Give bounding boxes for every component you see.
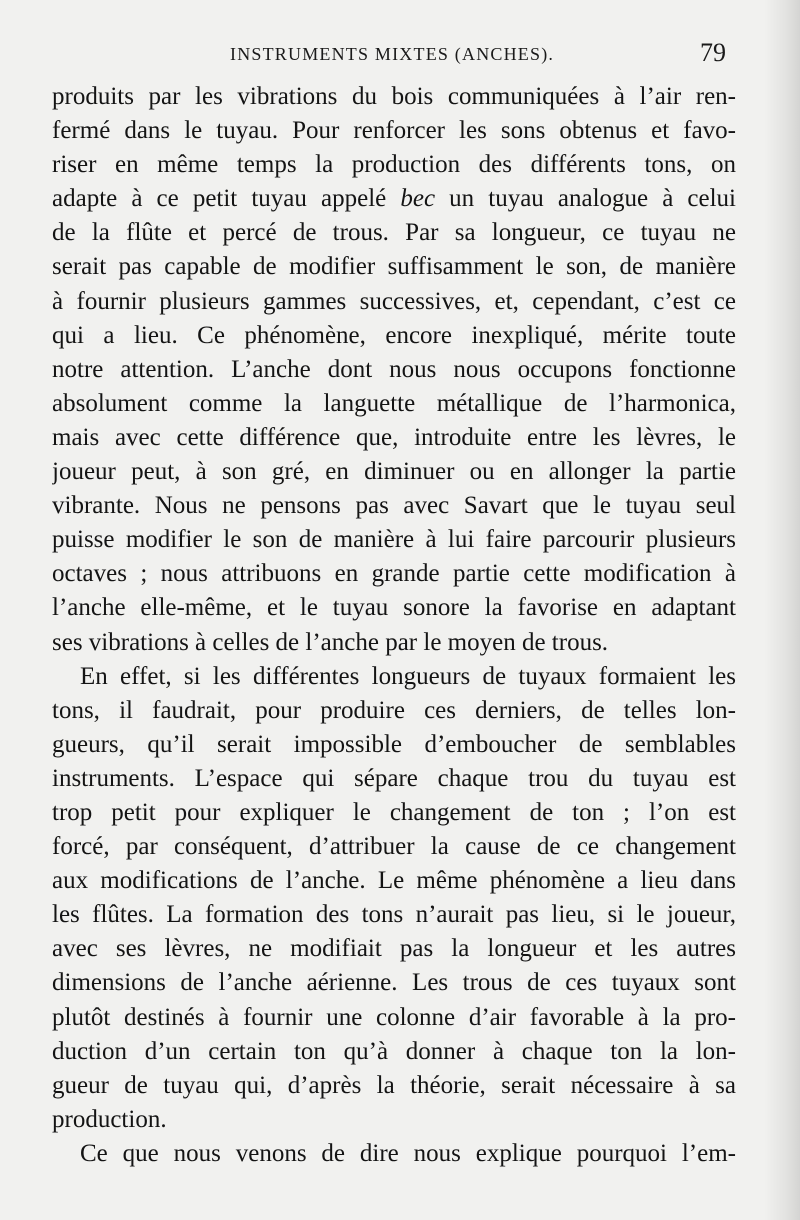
text-line: les flûtes. La formation des tons n’aurait pas lieu, si le joueur, (52, 901, 736, 929)
page-header (60, 38, 740, 78)
text-line: absolument comme la languette métallique de l’harmonica, (52, 389, 736, 417)
paragraph-first-line: En effet, si les différentes longueurs de tuyaux formaient les (80, 662, 736, 690)
running-title: INSTRUMENTS MIXTES (ANCHES). (230, 44, 555, 64)
text-line: gueur de tuyau qui, d’après la théorie, serait nécessaire à sa (52, 1071, 736, 1099)
text-line: fermé dans le tuyau. Pour renforcer les sons obtenus et favo- (52, 117, 736, 145)
text-line: notre attention. L’anche dont nous nous occupons fonctionne (52, 355, 736, 383)
text-line: serait pas capable de modifier suffisamment le son, de manière (52, 253, 736, 281)
text-line: plutôt destinés à fournir une colonne d’air favorable à la pro- (52, 1003, 736, 1031)
text-line: puisse modifier le son de manière à lui faire parcourir plusieurs (52, 526, 736, 554)
italic-term-bec: bec (400, 185, 436, 213)
text-line: produits par les vibrations du bois communiquées à l’air ren- (52, 83, 736, 110)
text-line: de la flûte et percé de trous. Par sa longueur, ce tuyau ne (52, 219, 736, 247)
text-line: joueur peut, à son gré, en diminuer ou en allonger la partie (52, 458, 736, 486)
text-line: aux modifications de l’anche. Le même phénomène a lieu dans (52, 867, 736, 895)
text-line-with-italic (52, 182, 736, 216)
text-line: octaves ; nous attribuons en grande partie cette modification à (52, 560, 736, 588)
text-line: tons, il faudrait, pour produire ces derniers, de telles lon- (52, 696, 736, 724)
text-line: production. (52, 1105, 167, 1133)
text-line: dimensions de l’anche aérienne. Les trous de ces tuyaux sont (52, 969, 736, 997)
text-line: à fournir plusieurs gammes successives, et, cependant, c’est ce (52, 287, 736, 315)
text-line: instruments. L’espace qui sépare chaque trou du tuyau est (52, 764, 736, 792)
text-line: avec ses lèvres, ne modifiait pas la longueur et les autres (52, 935, 736, 963)
page-number: 79 (700, 38, 726, 67)
text-line: mais avec cette différence que, introduite entre les lèvres, le (52, 423, 736, 451)
text-segment: un tuyau analogue à celui (435, 185, 736, 213)
text-line: forcé, par conséquent, d’attribuer la cause de ce changement (52, 833, 736, 861)
page-gutter-shadow (764, 0, 800, 1220)
text-line: ses vibrations à celles de l’anche par le moyen de trous. (52, 628, 609, 656)
text-line: riser en même temps la production des différents tons, on (52, 151, 736, 179)
text-line: duction d’un certain ton qu’à donner à chaque ton la lon- (52, 1037, 736, 1065)
paragraph-first-line: Ce que nous venons de dire nous explique pourquoi l’em- (80, 1139, 736, 1167)
text-line: l’anche elle-même, et le tuyau sonore la favorise en adaptant (52, 594, 736, 622)
text-line: qui a lieu. Ce phénomène, encore inexpliqué, mérite toute (52, 321, 736, 349)
text-line: trop petit pour expliquer le changement de ton ; l’on est (52, 798, 736, 826)
text-segment: adapte à ce petit tuyau appelé (52, 185, 401, 213)
body-text (52, 80, 736, 1171)
text-line: vibrante. Nous ne pensons pas avec Savart que le tuyau seul (52, 492, 736, 520)
text-line: gueurs, qu’il serait impossible d’emboucher de semblables (52, 730, 736, 758)
